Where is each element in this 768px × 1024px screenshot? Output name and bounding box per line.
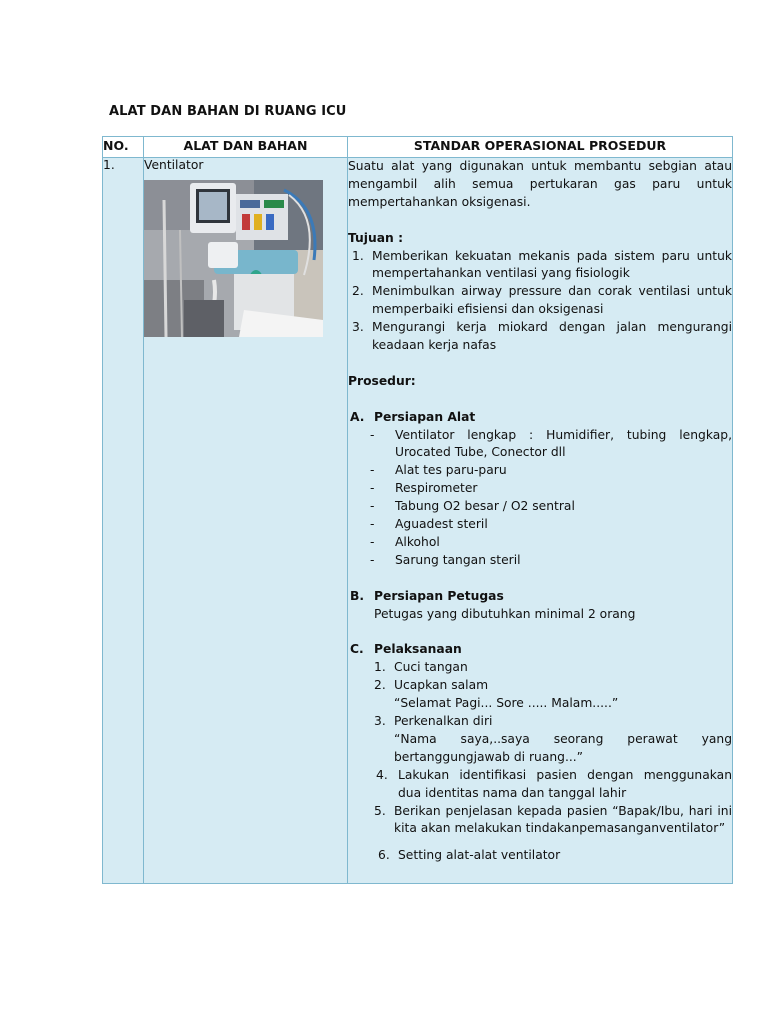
section-a-heading: A. Persiapan Alat (350, 409, 476, 424)
list-item: 3. Mengurangi kerja miokard dengan jalan mengurangi keadaan kerja nafas (352, 320, 732, 353)
list-item: 5. Berikan penjelasan kepada pasien “Bapak/Ibu, hari ini kita akan melakukan tindakanpemasanganventilator” (374, 803, 732, 836)
list-item: - Alkohol (370, 534, 440, 549)
list-item: 1. Memberikan kekuatan mekanis pada sistem paru untuk mempertahankan ventilasi yang fisiologik (352, 248, 732, 281)
ventilator-photo (144, 180, 323, 337)
tujuan-heading: Tujuan : (348, 230, 404, 245)
table-row (103, 158, 733, 884)
header-sop: STANDAR OPERASIONAL PROSEDUR (348, 137, 733, 158)
list-item: 6. Setting alat-alat ventilator (378, 848, 561, 863)
list-item: 2. Ucapkan salam (374, 678, 489, 693)
table-header-row (103, 137, 733, 158)
section-b-body: Petugas yang dibutuhkan minimal 2 orang (374, 606, 636, 621)
list-item: - Alat tes paru-paru (370, 463, 507, 478)
list-item: 1. Cuci tangan (374, 660, 468, 675)
item-cell (144, 158, 348, 884)
list-item: - Aguadest steril (370, 517, 488, 532)
sop-table (102, 136, 733, 884)
sop-intro: Suatu alat yang digunakan untuk membantu sebgian atau mengambil alih semua pertukaran gas paru untuk mempertahankan oksigenasi. (348, 159, 732, 209)
list-item: - Ventilator lengkap : Humidifier, tubing lengkap, Urocated Tube, Conector dll (370, 427, 732, 460)
section-c-heading: C. Pelaksanaan (350, 642, 462, 657)
step-sub-text: “Nama saya,..saya seorang perawat yang bertanggungjawab di ruang...” (394, 731, 732, 764)
step-sub-text: “Selamat Pagi... Sore ..... Malam.....” (394, 696, 619, 711)
section-b-heading: B. Persiapan Petugas (350, 588, 504, 603)
list-item: - Respirometer (370, 481, 478, 496)
header-no: NO. (103, 137, 144, 158)
list-item: - Sarung tangan steril (370, 552, 521, 567)
list-item: 4. Lakukan identifikasi pasien dengan menggunakan dua identitas nama dan tanggal lahir (376, 767, 732, 800)
document-title: ALAT DAN BAHAN DI RUANG ICU (109, 104, 347, 119)
item-name: Ventilator (144, 158, 204, 172)
list-item: 3. Perkenalkan diri (374, 714, 493, 729)
list-item: - Tabung O2 besar / O2 sentral (370, 499, 575, 514)
row-number: 1. (103, 158, 144, 884)
prosedur-heading: Prosedur: (348, 373, 416, 388)
sop-cell (348, 158, 733, 884)
header-alat-dan-bahan: ALAT DAN BAHAN (144, 137, 348, 158)
list-item: 2. Menimbulkan airway pressure dan corak ventilasi untuk memperbaiki efisiensi dan oksigenasi (352, 284, 732, 317)
